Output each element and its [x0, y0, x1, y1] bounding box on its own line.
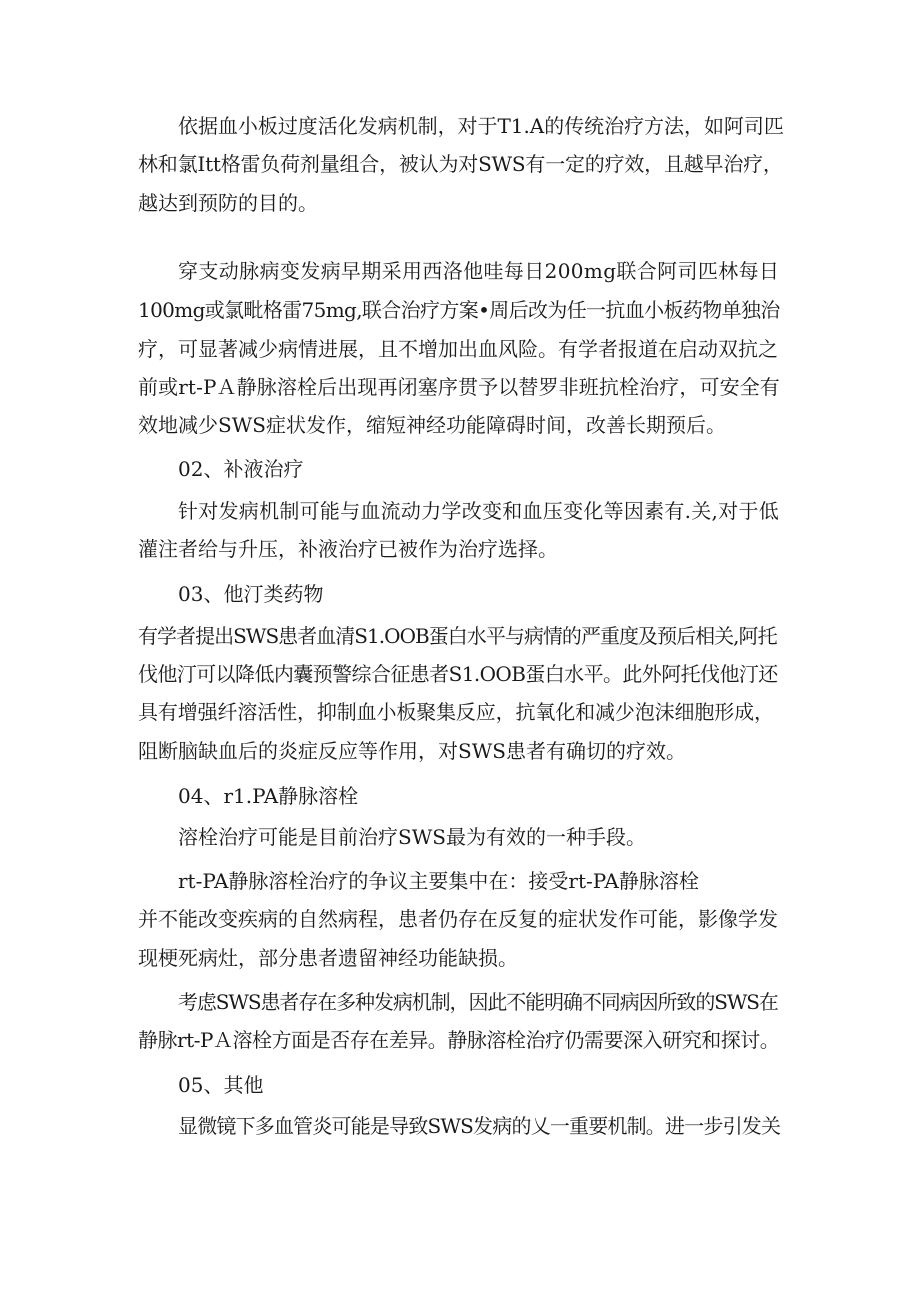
text-line: 有学者提出SWS患者血清S1.OOB蛋白水平与病情的严重度及预后相关,阿托	[138, 624, 777, 648]
text-line: 05、其他	[178, 1073, 264, 1097]
text-line: 现梗死病灶，部分患者遗留神经功能缺损。	[138, 946, 518, 970]
text-line: 并不能改变疾病的自然病程，患者仍存在反复的症状发作可能，影像学发	[138, 907, 778, 931]
text-line: rt-PA静脉溶栓治疗的争议主要集中在：接受rt-PA静脉溶栓	[178, 869, 699, 893]
text-line: 溶栓治疗可能是目前治疗SWS最为有效的一种手段。	[178, 825, 646, 849]
text-line: 静脉rt-PＡ溶栓方面是否存在差异。静脉溶栓治疗仍需要深入研究和探讨。	[138, 1028, 780, 1052]
text-line: 针对发病机制可能与血流动力学改变和血压变化等因素有.关,对于低	[178, 499, 779, 523]
text-line: 02、补液治疗	[178, 457, 304, 481]
text-line: 伐他汀可以降低内囊预警综合征患者S1.OOB蛋白水平。此外阿托伐他汀还	[138, 662, 778, 686]
text-line: 前或rt-PＡ静脉溶栓后出现再闭塞序贯予以替罗非班抗栓治疗，可安全有	[138, 375, 780, 399]
text-line: 效地减少SWS症状发作，缩短神经功能障碍时间，改善长期预后。	[138, 413, 726, 437]
text-line: 04、r1.PA静脉溶栓	[178, 784, 359, 808]
text-line: 03、他汀类药物	[178, 582, 324, 606]
text-line: 阻断脑缺血后的炎症反应等作用，对SWS患者有确切的疗效。	[138, 739, 686, 763]
text-line: 100mg或氯毗格雷75mg,联合治疗方案•周后改为任一抗血小板药物单独治	[138, 298, 780, 322]
text-line: 穿支动脉病变发病早期采用西洛他哇每日200mg联合阿司匹林每日	[178, 259, 780, 283]
text-line: 考虑SWS患者存在多种发病机制，因此不能明确不同病因所致的SWS在	[178, 990, 778, 1014]
text-line: 疗，可显著减少病情进展，且不增加出血风险。有学者报道在启动双抗之	[138, 337, 778, 361]
text-line: 灌注者给与升压，补液治疗已被作为治疗选择。	[138, 537, 558, 561]
text-line: 依据血小板过度活化发病机制，对于T1.A的传统治疗方法，如阿司匹	[178, 114, 784, 138]
text-line: 显微镜下多血管炎可能是导致SWS发病的乂一重要机制。进一步引发关	[178, 1114, 781, 1138]
text-line: 林和氯Itt格雷负荷剂量组合，被认为对SWS有一定的疗效，且越早治疗，	[138, 152, 783, 176]
text-line: 越达到预防的目的。	[138, 191, 318, 215]
text-line: 具有增强纤溶活性，抑制血小板聚集反应，抗氧化和减少泡沫细胞形成，	[138, 700, 774, 724]
